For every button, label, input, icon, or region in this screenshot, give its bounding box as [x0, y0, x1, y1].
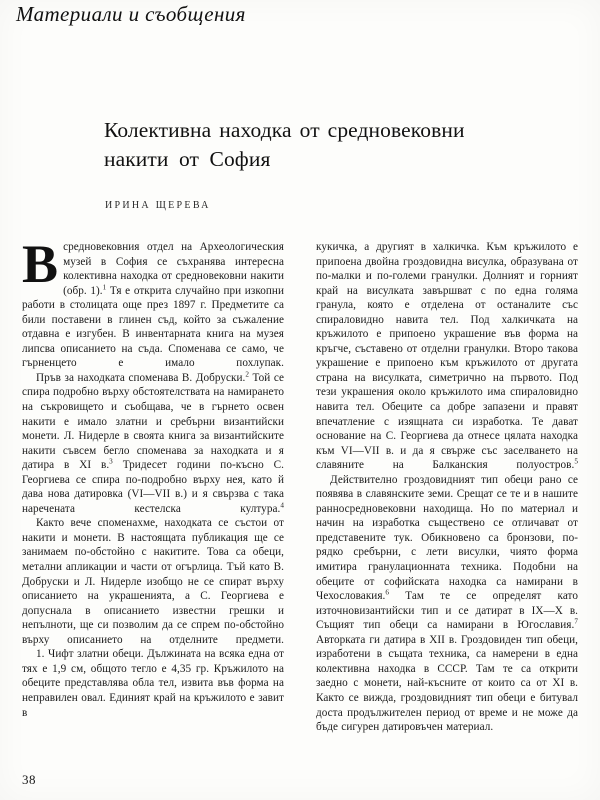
paragraph-6	[316, 473, 578, 735]
column-left	[22, 234, 284, 720]
paragraph-4: 1. Чифт златни обеци. Дължината на всяка една от тях е 1,9 см, общото тегло е 4,35 гр. Кръжилото на обеците представлява обла тел, извита във форма на неправилен овал. Единият край на кръжилото е завит в	[22, 648, 284, 719]
paragraph-2	[22, 371, 284, 516]
author-byline: ИРИНА ЩЕРЕВА	[105, 200, 211, 211]
footnote-ref-6[interactable]: 6	[385, 588, 390, 597]
paragraph-6-text-c: Авторката ги датира в XII в. Гроздовиден тип обеци, изработени в същата техника, са намерени в една колективна находка в СССР. Там те са открити заедно с монети, най-късните от които са от XI в. Както се вижда, гроздовидният тип обеци е битувал доста продължителен период от време и не може да бъде сигурен датировъчен материал.	[316, 633, 578, 734]
paragraph-6-text-a: Действително гроздовидният тип обеци рано се появява в славянските земи. Срещат се те и в нашите ранносредновековни находища. Но по материал и начин на изработка съществено се отличават от представените тук. Обикновено са бронзови, по-рядко сребърни, с лети висулки, чиято форма имитира гранулационната техника. Подобни на обеците от софийската находка са намирани в Чехословакия.	[316, 473, 578, 603]
paragraph-2-text-c: Тридесет години по-късно С. Георгиева се спира по-подробно върху нея, като й дава нова датировка (VI—VII в.) и я свързва с така наречената кестелска култура.	[22, 459, 284, 515]
paragraph-5-text: кукичка, а другият в халкичка. Към кръжилото е припоена двойна гроздовидна висулка, образувана от по-малки и по-големи гранулки. Долният и горният край на висулката завършват с по една голяма гранула, която е отделена от останалите със спираловидно навита тел. Под халкичката на кръжилото е припоено украшение във форма на кръгче, съставено от отделни гранулки. Второ такова украшение е припоено към кръжилото от другата страна на висулката, симетрично на първото. Под тези украшения около кръжилото има спираловидно навита тел. Обеците са добре запазени и правят впечатление с изящната си изработка. Те дават основание на С. Георгиева да отнесе цялата находка към VI—VII в. и да я свърже със заселването на славяните на Балканския полуостров.	[316, 241, 578, 472]
paragraph-1-text: средновековния отдел на Археологическия музей в София се съхранява интересна колективна находка от средновековни накити (обр. 1).	[63, 241, 284, 297]
drop-cap: В	[22, 234, 59, 294]
paragraph-1	[22, 234, 284, 371]
running-head: Материали и съобщения	[16, 2, 246, 26]
footnote-ref-3[interactable]: 3	[109, 457, 113, 466]
body-text-area	[22, 234, 578, 760]
paragraph-2-text-a: Пръв за находката споменава В. Добруски.	[36, 371, 246, 384]
paragraph-6-text-b: Там те се определят като източновизантийски тип и се датират в IX—X в. Същият тип обеци са намирани в Югославия.	[316, 590, 578, 632]
footnote-ref-1[interactable]: 1	[102, 282, 107, 291]
footnote-ref-5[interactable]: 5	[574, 457, 578, 466]
page-number: 38	[22, 772, 36, 787]
paragraph-3: Както вече споменахме, находката се състои от накити и монети. В настоящата публикация ще се занимаем по-обстойно с накитите. Това са обеци, метални апликации и части от огърлица. Тъй като В. Добруски и Л. Нидерле изобщо не се спират върху описанието на украшенията, а С. Георгиева е допуснала в описанието известни грешки и непълноти, ще си позволим да се спрем по-обстойно върху описанието на отделните предмети.	[22, 517, 284, 646]
column-right	[316, 240, 578, 735]
footnote-ref-7[interactable]: 7	[574, 617, 578, 626]
footnote-ref-4[interactable]: 4	[280, 501, 284, 510]
title-line-1: Колективна находка от средновековни	[104, 118, 465, 142]
paragraph-2-text-b: Той се спира подробно върху обстоятелствата на намирането на съкровището и съобщава, че в гърнето освен накити е имало златни и сребърни византийски монети. Л. Нидерле в своята книга за византийските накити съвсем бегло споменава за находката и я датира в XI в.	[22, 371, 284, 472]
footnote-ref-2[interactable]: 2	[245, 370, 250, 379]
paragraph-1-text-cont: Тя е открита случайно при изкопни работи в столицата още през 1897 г. Предметите са били поставени в глинен съд, който за съжаление отдавна е изгубен. В инвентарната книга на музея липсва описанието на съда. Споменава се само, че гърненцето е имало похлупак.	[22, 284, 284, 370]
page-title	[104, 116, 564, 174]
title-line-2: накити от София	[104, 147, 271, 171]
paragraph-5	[316, 240, 578, 473]
